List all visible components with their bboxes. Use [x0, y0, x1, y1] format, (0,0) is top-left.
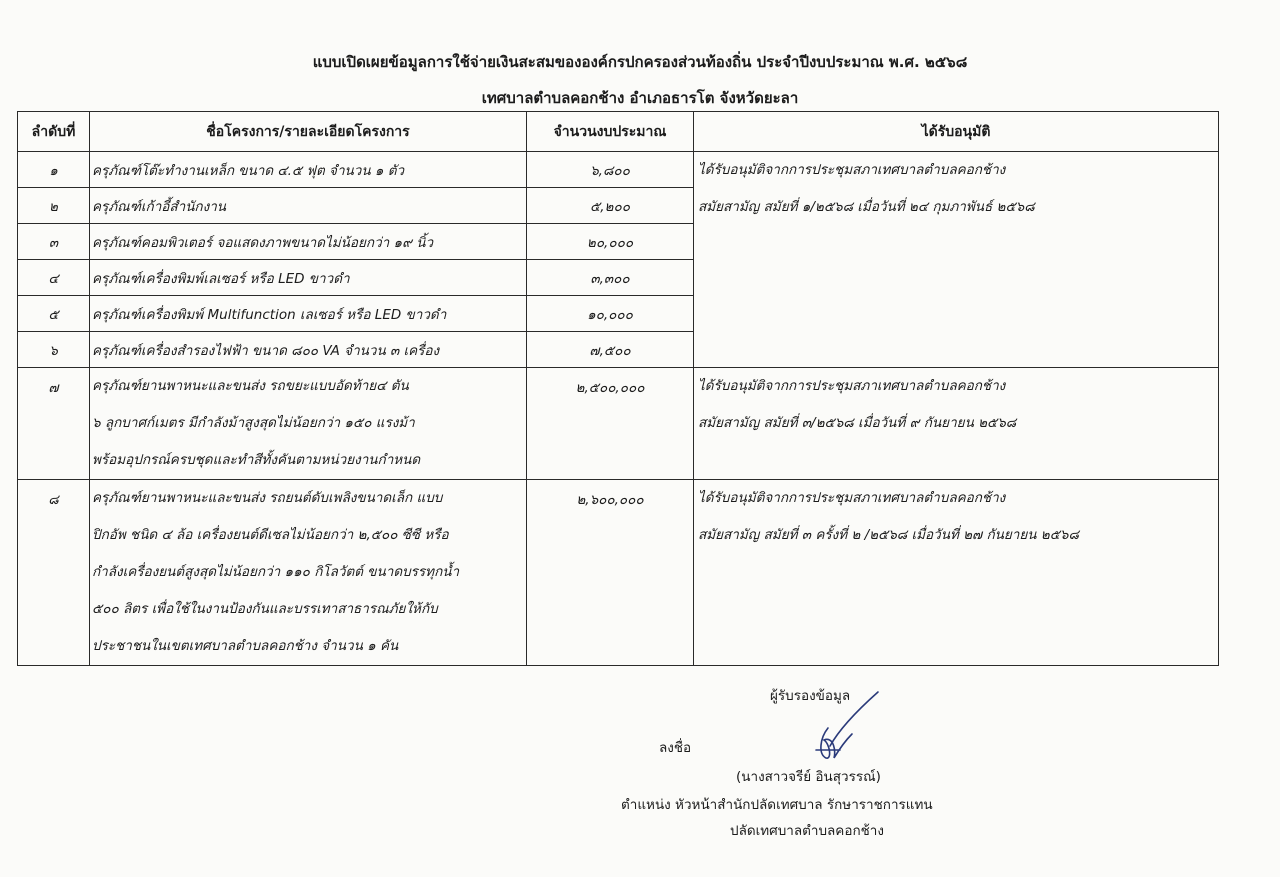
handwritten-signature-icon — [800, 688, 900, 768]
row-project: ครุภัณฑ์เครื่องพิมพ์ Multifunction เลเซอร์ หรือ LED ขาวดำ — [90, 296, 527, 332]
col-header-seq: ลำดับที่ — [18, 112, 90, 152]
table-header-row — [18, 112, 1219, 152]
row-project: ครุภัณฑ์เครื่องสำรองไฟฟ้า ขนาด ๘๐๐ VA จำนวน ๓ เครื่อง — [90, 332, 527, 368]
row-budget: ๗,๕๐๐ — [527, 332, 694, 368]
row-budget: ๑๐,๐๐๐ — [527, 296, 694, 332]
approval-line: สมัยสามัญ สมัยที่ ๑/๒๕๖๘ เมื่อวันที่ ๒๔ กุมภาพันธ์ ๒๕๖๘ — [698, 199, 1035, 215]
signer-name: (นางสาวจรีย์ อินสุวรรณ์) — [736, 769, 881, 785]
row-seq: ๘ — [18, 480, 90, 666]
row-project: ครุภัณฑ์คอมพิวเตอร์ จอแสดงภาพขนาดไม่น้อยกว่า ๑๙ นิ้ว — [90, 224, 527, 260]
row-seq: ๗ — [18, 368, 90, 480]
row-project — [90, 480, 527, 666]
col-header-budget: จำนวนงบประมาณ — [527, 112, 694, 152]
certifier-label: ผู้รับรองข้อมูล — [770, 688, 851, 704]
budget-table — [17, 111, 1219, 666]
approval-line: ได้รับอนุมัติจากการประชุมสภาเทศบาลตำบลคอกช้าง — [698, 490, 1006, 506]
row-seq: ๑ — [18, 152, 90, 188]
row-seq: ๓ — [18, 224, 90, 260]
project-line: ปิกอัพ ชนิด ๔ ล้อ เครื่องยนต์ดีเซลไม่น้อยกว่า ๒,๕๐๐ ซีซี หรือ — [92, 527, 449, 543]
row-seq: ๔ — [18, 260, 90, 296]
row-seq: ๒ — [18, 188, 90, 224]
row-budget: ๓,๓๐๐ — [527, 260, 694, 296]
row-approval — [694, 368, 1219, 480]
project-line: กำลังเครื่องยนต์สูงสุดไม่น้อยกว่า ๑๑๐ กิโลวัตต์ ขนาดบรรทุกน้ำ — [92, 564, 460, 580]
table-row — [18, 152, 1219, 188]
project-line: ๕๐๐ ลิตร เพื่อใช้ในงานป้องกันและบรรเทาสาธารณภัยให้กับ — [92, 601, 438, 617]
approval-line: ได้รับอนุมัติจากการประชุมสภาเทศบาลตำบลคอกช้าง — [698, 162, 1006, 178]
table-row — [18, 368, 1219, 480]
row-project: ครุภัณฑ์โต๊ะทำงานเหล็ก ขนาด ๔.๕ ฟุต จำนวน ๑ ตัว — [90, 152, 527, 188]
project-line: ครุภัณฑ์ยานพาหนะและขนส่ง รถขยะแบบอัดท้าย๔ ตัน — [92, 378, 409, 394]
col-header-project: ชื่อโครงการ/รายละเอียดโครงการ — [90, 112, 527, 152]
row-budget: ๒๐,๐๐๐ — [527, 224, 694, 260]
approval-line: ได้รับอนุมัติจากการประชุมสภาเทศบาลตำบลคอกช้าง — [698, 378, 1006, 394]
row-project: ครุภัณฑ์เก้าอี้สำนักงาน — [90, 188, 527, 224]
row-budget: ๕,๒๐๐ — [527, 188, 694, 224]
row-approval — [694, 152, 1219, 368]
row-seq: ๖ — [18, 332, 90, 368]
signer-position: ตำแหน่ง หัวหน้าสำนักปลัดเทศบาล รักษาราชการแทน — [621, 797, 933, 813]
table-row — [18, 480, 1219, 666]
signer-position-line2: ปลัดเทศบาลตำบลคอกช้าง — [730, 823, 884, 839]
project-line: ประชาชนในเขตเทศบาลตำบลคอกช้าง จำนวน ๑ คัน — [92, 638, 399, 654]
approval-line: สมัยสามัญ สมัยที่ ๓/๒๕๖๘ เมื่อวันที่ ๙ กันยายน ๒๕๖๘ — [698, 415, 1017, 431]
document-title: แบบเปิดเผยข้อมูลการใช้จ่ายเงินสะสมขององค์กรปกครองส่วนท้องถิ่น ประจำปีงบประมาณ พ.ศ. ๒๕๖๘ — [312, 53, 968, 71]
project-line: ๖ ลูกบาศก์เมตร มีกำลังม้าสูงสุดไม่น้อยกว่า ๑๕๐ แรงม้า — [92, 415, 415, 431]
row-project — [90, 368, 527, 480]
approval-line: สมัยสามัญ สมัยที่ ๓ ครั้งที่ ๒ /๒๕๖๘ เมื่อวันที่ ๒๗ กันยายน ๒๕๖๘ — [698, 527, 1079, 543]
sign-label: ลงชื่อ — [659, 740, 692, 756]
row-project: ครุภัณฑ์เครื่องพิมพ์เลเซอร์ หรือ LED ขาวดำ — [90, 260, 527, 296]
row-budget: ๒,๖๐๐,๐๐๐ — [527, 480, 694, 666]
row-budget: ๖,๘๐๐ — [527, 152, 694, 188]
row-seq: ๕ — [18, 296, 90, 332]
col-header-approval: ได้รับอนุมัติ — [694, 112, 1219, 152]
project-line: ครุภัณฑ์ยานพาหนะและขนส่ง รถยนต์ดับเพลิงขนาดเล็ก แบบ — [92, 490, 443, 506]
document-subtitle: เทศบาลตำบลคอกช้าง อำเภอธารโต จังหวัดยะลา — [481, 89, 799, 107]
row-budget: ๒,๕๐๐,๐๐๐ — [527, 368, 694, 480]
row-approval — [694, 480, 1219, 666]
project-line: พร้อมอุปกรณ์ครบชุดและทำสีทั้งคันตามหน่วยงานกำหนด — [92, 452, 421, 468]
